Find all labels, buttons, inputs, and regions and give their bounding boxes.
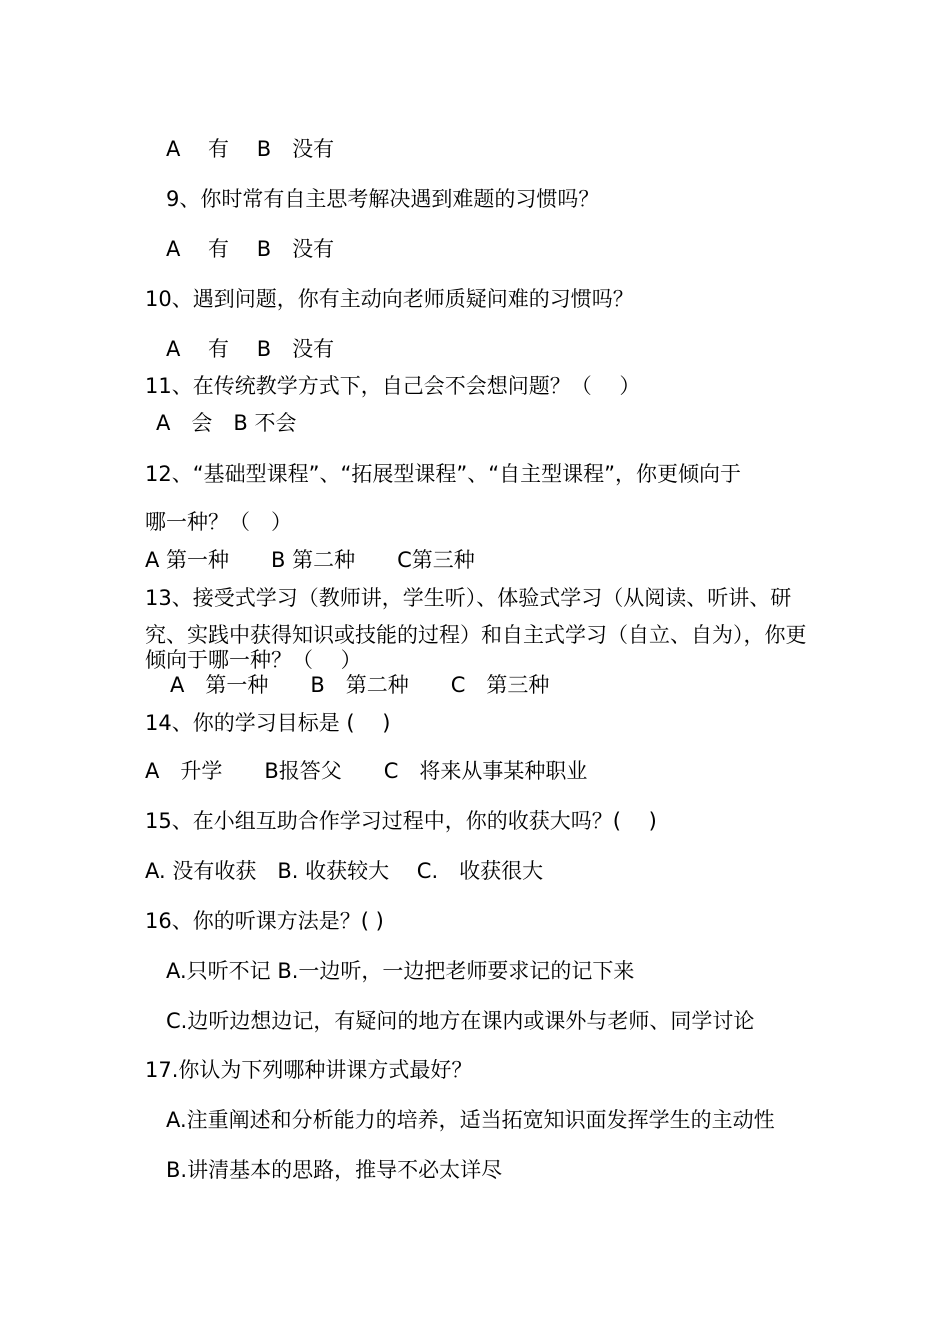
q13-text-line3: 倾向于哪一种？（ ）	[145, 648, 362, 672]
q16-option-ab: A.只听不记 B.一边听，一边把老师要求记的记下来	[166, 959, 635, 983]
q16-option-c: C.边听边想边记，有疑问的地方在课内或课外与老师、同学讨论	[166, 1009, 755, 1033]
q13-text-line1: 13、接受式学习（教师讲，学生听）、体验式学习（从阅读、听讲、研	[145, 586, 792, 610]
q14-options: A 升学 B报答父 C 将来从事某种职业	[145, 759, 588, 783]
q17-text: 17.你认为下列哪种讲课方式最好？	[145, 1058, 473, 1082]
q16-text: 16、你的听课方法是？( )	[145, 909, 384, 933]
q8-options: A 有 B 没有	[166, 137, 335, 161]
q12-text-line1: 12、“基础型课程”、“拓展型课程”、“自主型课程”，你更倾向于	[145, 462, 741, 486]
q10-text: 10、遇到问题，你有主动向老师质疑问难的习惯吗？	[145, 287, 634, 311]
q10-options: A 有 B 没有	[166, 337, 335, 361]
q17-option-b: B.讲清基本的思路，推导不必太详尽	[166, 1158, 503, 1182]
q13-options: A 第一种 B 第二种 C 第三种	[170, 673, 550, 697]
q15-text: 15、在小组互助合作学习过程中，你的收获大吗？( )	[145, 809, 657, 833]
q15-options: A. 没有收获 B. 收获较大 C. 收获很大	[145, 859, 544, 883]
q12-text-line2: 哪一种？（ ）	[145, 510, 292, 534]
q17-option-a: A.注重阐述和分析能力的培养，适当拓宽知识面发挥学生的主动性	[166, 1108, 775, 1132]
q12-options: A 第一种 B 第二种 C第三种	[145, 548, 475, 572]
q11-text: 11、在传统教学方式下，自己会不会想问题？（ ）	[145, 374, 641, 398]
q11-options: A 会 B 不会	[156, 411, 297, 435]
q14-text: 14、你的学习目标是 ( )	[145, 711, 391, 735]
q9-text: 9、你时常有自主思考解决遇到难题的习惯吗？	[166, 187, 600, 211]
q13-text-line2: 究、实践中获得知识或技能的过程）和自主式学习（自立、自为），你更	[145, 623, 807, 647]
q9-options: A 有 B 没有	[166, 237, 335, 261]
